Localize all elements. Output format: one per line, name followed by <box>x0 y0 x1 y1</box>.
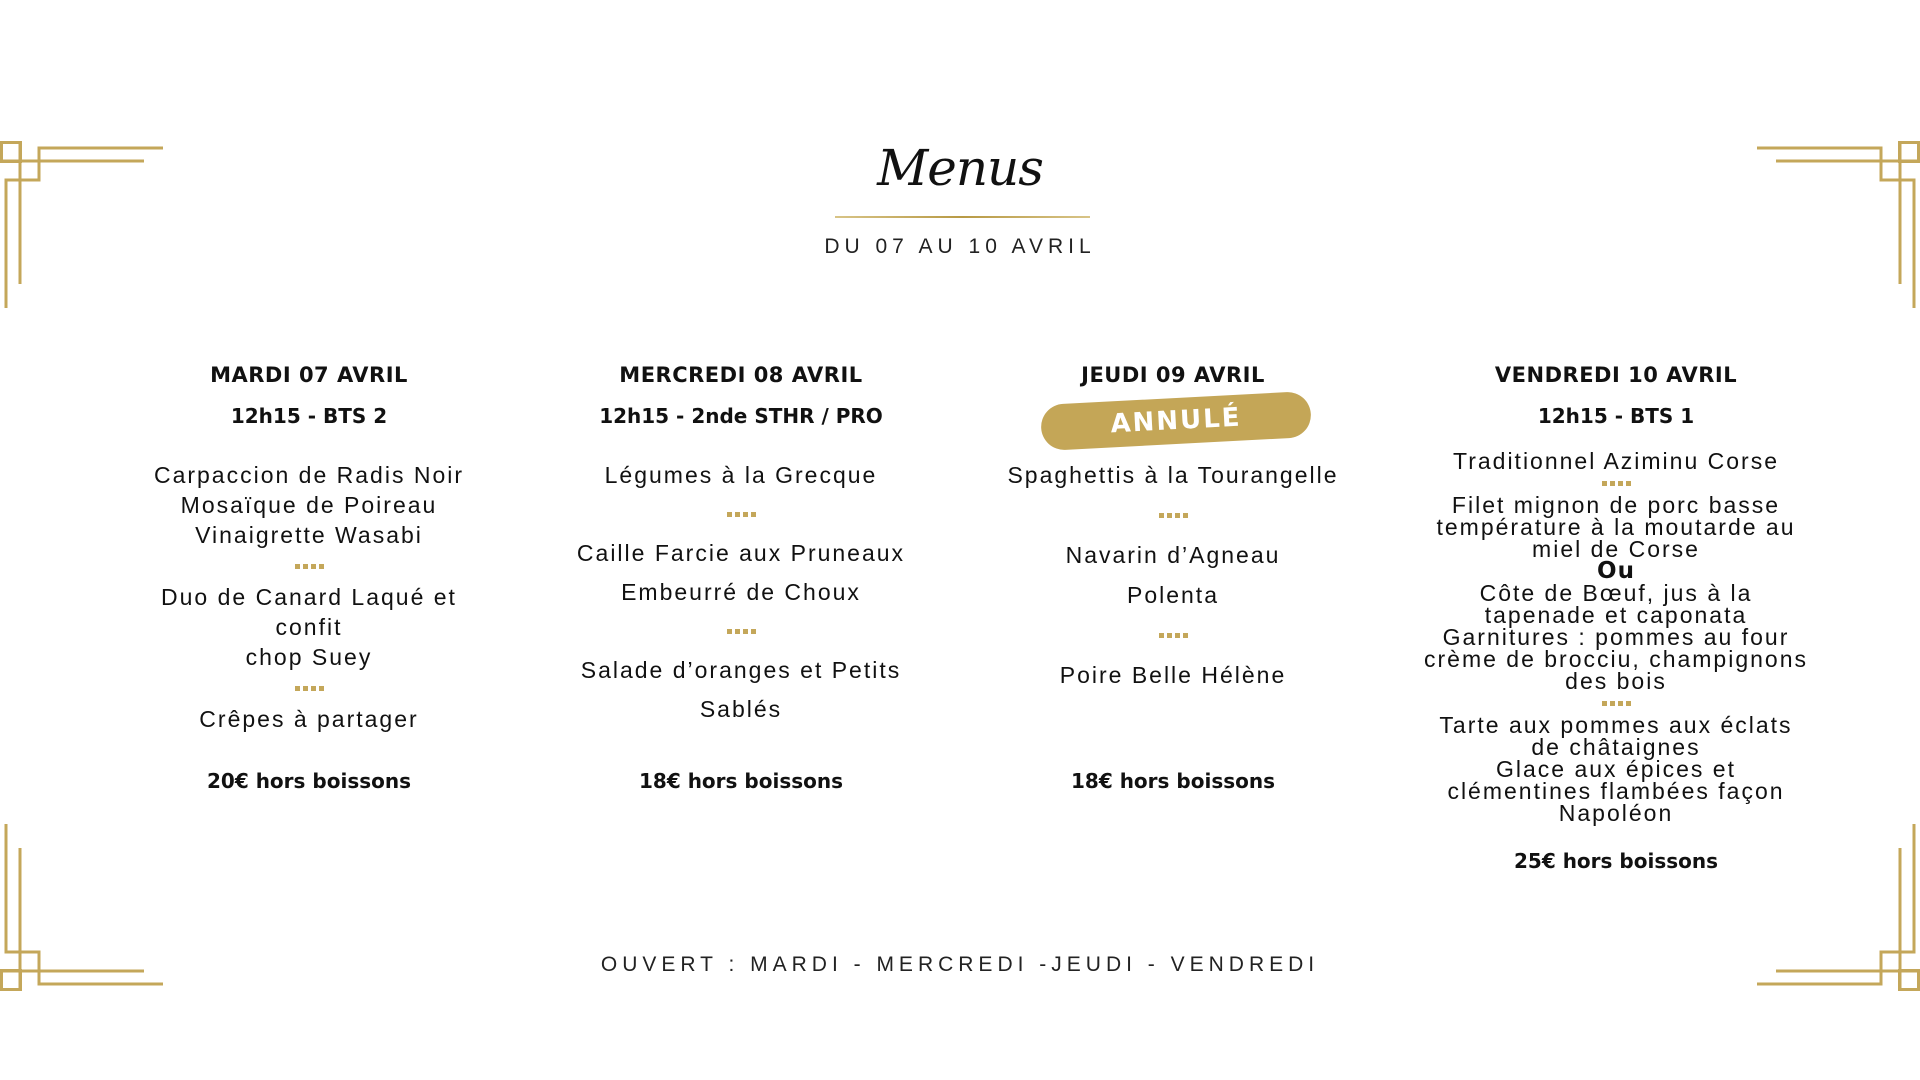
service-time: 12h15 - BTS 1 <box>1537 404 1695 428</box>
main-course-option-1: Filet mignon de porc basse température à la moutarde au miel de Corse <box>1436 492 1796 562</box>
day-title: MERCREDI 08 AVRIL <box>619 363 863 387</box>
cancelled-badge: ANNULÉ <box>1040 391 1312 451</box>
dessert: Salade d’oranges et Petits Sablés <box>580 657 902 722</box>
day-title: VENDREDI 10 AVRIL <box>1494 363 1738 387</box>
menu-friday <box>1396 450 1836 824</box>
service-time: 12h15 - BTS 2 <box>230 404 388 428</box>
dotted-separator <box>521 495 961 534</box>
day-title: JEUDI 09 AVRIL <box>1081 363 1265 387</box>
or-label: Ou <box>1597 558 1635 584</box>
main-course-option-2: Côte de Bœuf, jus à la tapenade et caponata Garnitures : pommes au four crème de brocciu, champignons des bois <box>1424 580 1808 694</box>
dotted-separator <box>89 672 529 704</box>
main-course: Caille Farcie aux Pruneaux Embeurré de Choux <box>576 540 906 605</box>
service-time: 12h15 - 2nde STHR / PRO <box>599 404 883 428</box>
starter: Carpaccion de Radis Noir Mosaïque de Poireau Vinaigrette Wasabi <box>153 462 465 548</box>
dotted-separator <box>953 495 1393 535</box>
price: 18€ hors boissons <box>1070 769 1276 793</box>
title-divider <box>835 216 1090 218</box>
corner-ornament-top-left <box>0 138 170 308</box>
dotted-separator <box>953 615 1393 655</box>
starter: Traditionnel Aziminu Corse <box>1453 448 1779 474</box>
dessert: Crêpes à partager <box>199 706 419 732</box>
page-title: Menus <box>877 139 1043 197</box>
opening-days: OUVERT : MARDI - MERCREDI -JEUDI - VENDREDI <box>600 953 1320 976</box>
dessert: Poire Belle Hélène <box>1059 662 1287 688</box>
dotted-separator <box>89 550 529 582</box>
menu-wednesday <box>521 456 961 729</box>
day-header-friday <box>1396 360 1836 431</box>
day-header-thursday <box>953 360 1393 390</box>
dotted-separator <box>1396 692 1836 714</box>
starter: Légumes à la Grecque <box>604 462 878 488</box>
corner-ornament-bottom-left <box>0 824 170 994</box>
day-header-tuesday <box>89 360 529 431</box>
menu-tuesday <box>89 460 529 734</box>
corner-ornament-top-right <box>1750 138 1920 308</box>
price: 25€ hors boissons <box>1513 849 1719 873</box>
price: 20€ hors boissons <box>206 769 412 793</box>
dotted-separator <box>1396 472 1836 494</box>
dotted-separator <box>521 612 961 651</box>
main-course: Duo de Canard Laqué et confit chop Suey <box>161 584 457 670</box>
main-course: Navarin d’Agneau Polenta <box>1065 542 1281 608</box>
price: 18€ hors boissons <box>638 769 844 793</box>
starter: Spaghettis à la Tourangelle <box>1007 462 1339 488</box>
dessert: Tarte aux pommes aux éclats de châtaignes Glace aux épices et clémentines flambées façon Napoléon <box>1439 712 1793 826</box>
day-title: MARDI 07 AVRIL <box>210 363 408 387</box>
day-header-wednesday <box>521 360 961 431</box>
date-range: DU 07 AU 10 AVRIL <box>824 235 1096 258</box>
menu-thursday <box>953 455 1393 695</box>
